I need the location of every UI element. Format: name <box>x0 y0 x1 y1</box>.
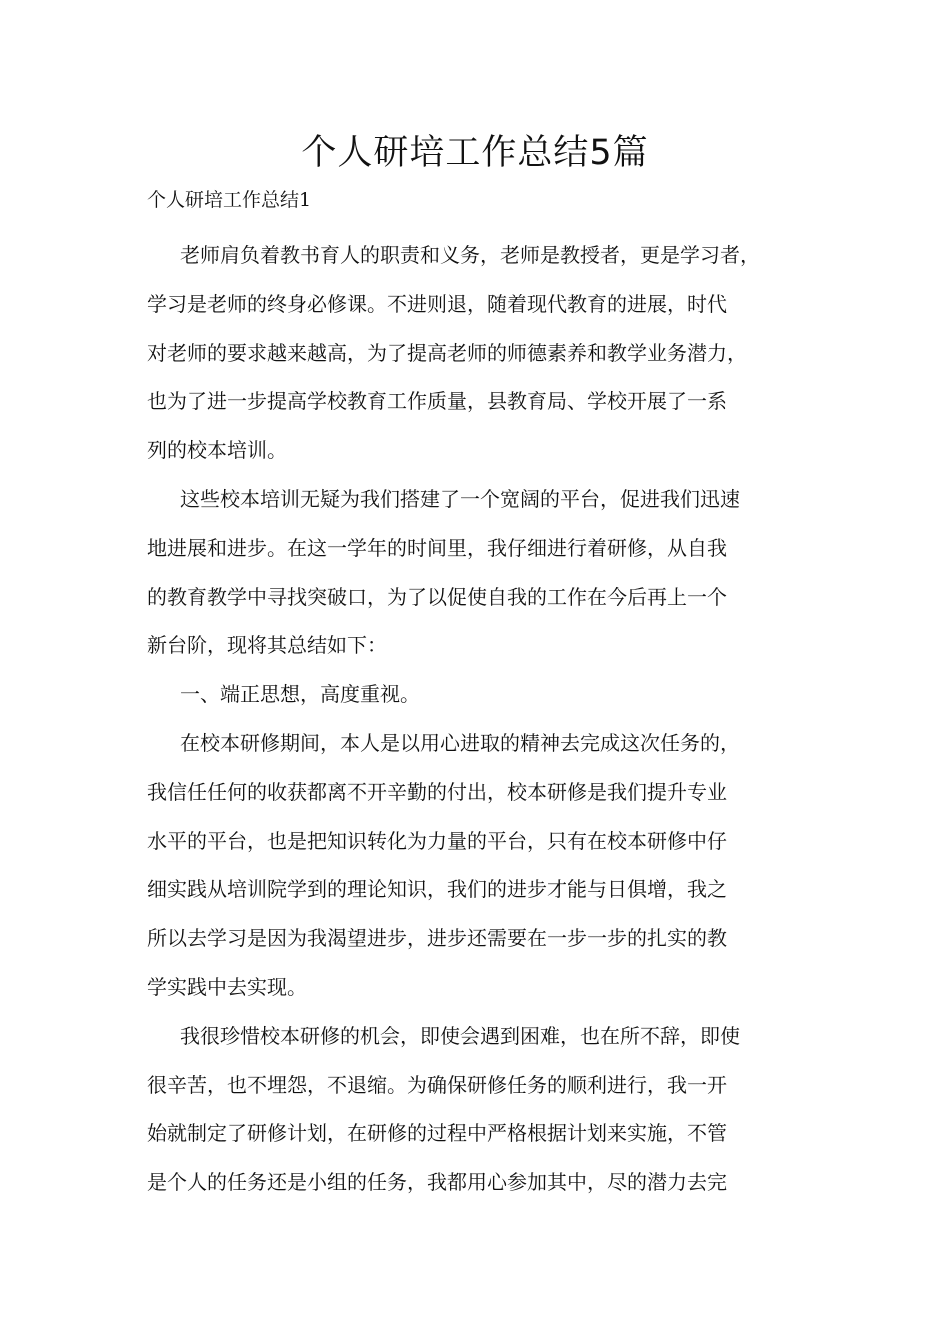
text-line: 一、端正思想，高度重视。 <box>180 682 420 707</box>
text-line: 是个人的任务还是小组的任务，我都用心参加其中，尽的潜力去完 <box>147 1170 727 1195</box>
text-line: 学实践中去实现。 <box>147 974 307 999</box>
text-line: 列的校本培训。 <box>147 438 287 463</box>
paragraph <box>147 670 815 719</box>
text-line: 很辛苦，也不埋怨，不退缩。为确保研修任务的顺利进行，我一开 <box>147 1072 727 1097</box>
text-line: 新台阶，现将其总结如下： <box>147 633 387 658</box>
text-line: 地进展和进步。在这一学年的时间里，我仔细进行着研修，从自我 <box>147 535 727 560</box>
text-line: 所以去学习是因为我渴望进步，进步还需要在一步一步的扎实的教 <box>147 926 727 951</box>
text-line: 老师肩负着教书育人的职责和义务，老师是教授者，更是学习者， <box>180 243 760 267</box>
paragraph <box>147 475 815 670</box>
text-line: 学习是老师的终身必修课。不进则退，随着现代教育的进展，时代 <box>147 291 727 316</box>
text-line: 也为了进一步提高学校教育工作质量，县教育局、学校开展了一系 <box>147 389 727 414</box>
paragraph <box>147 231 815 475</box>
text-line: 水平的平台，也是把知识转化为力量的平台，只有在校本研修中仔 <box>147 828 727 853</box>
text-line: 我信任任何的收获都离不开辛勤的付出，校本研修是我们提升专业 <box>147 779 727 804</box>
document-title: 个人研培工作总结5篇 <box>301 133 649 173</box>
text-line: 始就制定了研修计划，在研修的过程中严格根据计划来实施，不管 <box>147 1121 727 1146</box>
document-body <box>147 231 815 1207</box>
text-line: 在校本研修期间，本人是以用心进取的精神去完成这次任务的， <box>180 730 740 755</box>
paragraph <box>147 1012 815 1207</box>
text-line: 这些校本培训无疑为我们搭建了一个宽阔的平台，促进我们迅速 <box>180 486 740 511</box>
text-line: 对老师的要求越来越高，为了提高老师的师德素养和教学业务潜力， <box>147 340 747 365</box>
paragraph <box>147 719 815 1012</box>
text-line: 我很珍惜校本研修的机会，即使会遇到困难，也在所不辞，即使 <box>180 1023 740 1048</box>
text-line: 的教育教学中寻找突破口，为了以促使自我的工作在今后再上一个 <box>147 584 727 609</box>
text-line: 细实践从培训院学到的理论知识，我们的进步才能与日俱增，我之 <box>147 877 727 902</box>
section-heading: 个人研培工作总结1 <box>147 189 312 211</box>
